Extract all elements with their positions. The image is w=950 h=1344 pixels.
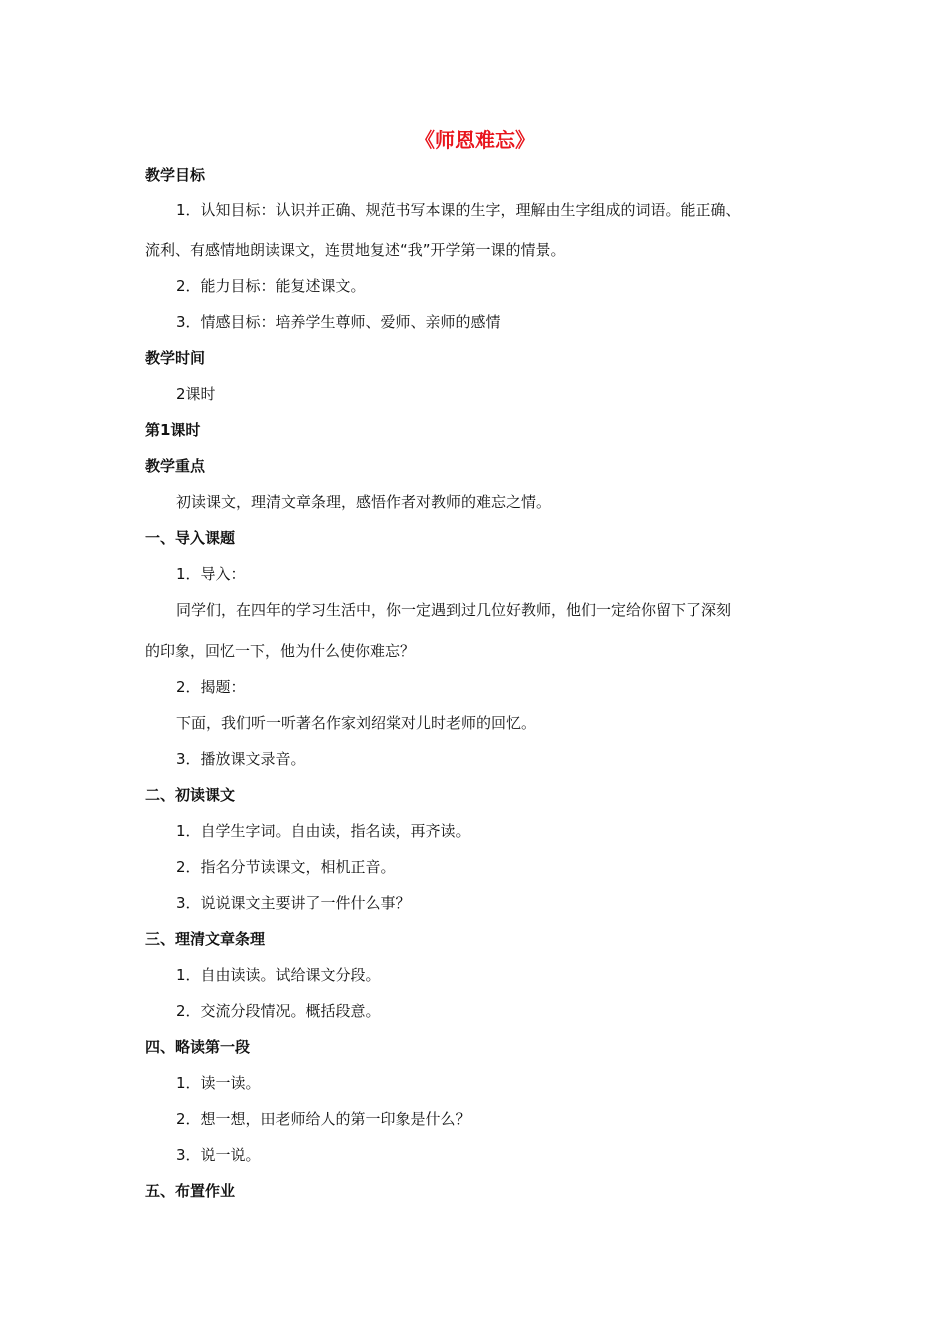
paragraph-line: 2课时: [176, 385, 216, 403]
section-heading: 二、初读课文: [145, 786, 236, 804]
paragraph-line: 3．说说课文主要讲了一件什么事？: [176, 894, 411, 912]
paragraph-line: 3．说一说。: [176, 1146, 261, 1164]
section-heading: 三、理清文章条理: [145, 930, 266, 948]
paragraph-line: 2．交流分段情况。概括段意。: [176, 1002, 381, 1020]
section-heading: 教学重点: [145, 457, 206, 475]
section-heading: 一、导入课题: [145, 529, 236, 547]
paragraph-line: 2．指名分节读课文，相机正音。: [176, 858, 396, 876]
paragraph-line: 1．导入：: [176, 565, 246, 583]
page-title: 《师恩难忘》: [415, 128, 535, 152]
paragraph-line: 的印象，回忆一下，他为什么使你难忘？: [145, 642, 416, 660]
section-heading: 教学目标: [145, 166, 206, 184]
paragraph-line: 2．能力目标：能复述课文。: [176, 277, 366, 295]
paragraph-line: 2．想一想，田老师给人的第一印象是什么？: [176, 1110, 471, 1128]
paragraph-line: 流利、有感情地朗读课文，连贯地复述“我”开学第一课的情景。: [145, 241, 566, 259]
paragraph-line: 1．自由读读。试给课文分段。: [176, 966, 381, 984]
section-heading: 五、布置作业: [145, 1182, 236, 1200]
section-heading: 四、略读第一段: [145, 1038, 251, 1056]
paragraph-line: 下面，我们听一听著名作家刘绍棠对儿时老师的回忆。: [176, 714, 537, 732]
paragraph-line: 1．认知目标：认识并正确、规范书写本课的生字，理解由生字组成的词语。能正确、: [176, 201, 741, 219]
paragraph-line: 1．自学生字词。自由读，指名读，再齐读。: [176, 822, 471, 840]
paragraph-line: 初读课文，理清文章条理，感悟作者对教师的难忘之情。: [176, 493, 552, 511]
section-heading: 教学时间: [145, 349, 206, 367]
paragraph-line: 3．播放课文录音。: [176, 750, 306, 768]
paragraph-line: 2．揭题：: [176, 678, 246, 696]
paragraph-line: 3．情感目标：培养学生尊师、爱师、亲师的感情: [176, 313, 501, 331]
section-heading: 第1课时: [145, 421, 201, 439]
paragraph-line: 1．读一读。: [176, 1074, 261, 1092]
paragraph-line: 同学们，在四年的学习生活中，你一定遇到过几位好教师，他们一定给你留下了深刻: [176, 601, 732, 619]
